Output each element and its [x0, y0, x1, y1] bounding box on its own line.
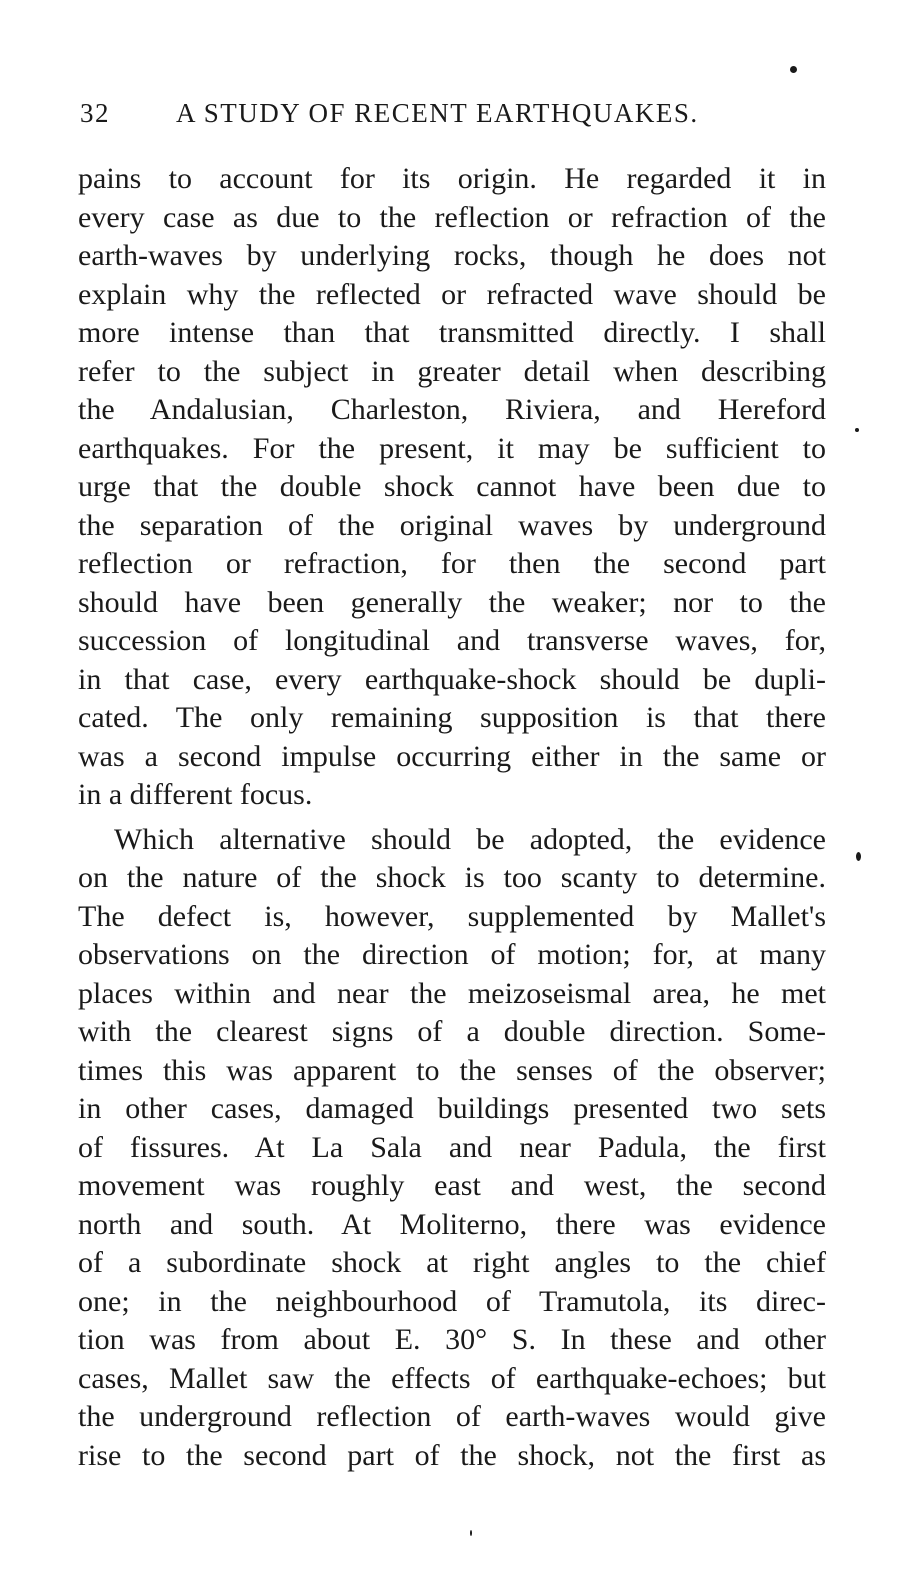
text-line: Which alternative should be adopted, the evidence	[114, 822, 826, 856]
text-line: the Andalusian, Charleston, Riviera, and Hereford	[78, 393, 826, 426]
text-line: refer to the subject in greater detail when describing	[78, 354, 826, 388]
text-line: movement was roughly east and west, the second	[78, 1169, 826, 1202]
text-line: more intense than that transmitted directly. I shall	[78, 316, 826, 349]
text-line: tion was from about E. 30° S. In these and other	[78, 1323, 826, 1356]
text-line: the underground reflection of earth-waves would give	[78, 1400, 826, 1433]
text-line: cated. The only remaining supposition is that there	[78, 701, 826, 734]
text-line: The defect is, however, supplemented by Mallet's	[78, 899, 826, 933]
text-line: with the clearest signs of a double direction. Some-	[78, 1015, 826, 1048]
running-title: A STUDY OF RECENT EARTHQUAKES.	[176, 98, 699, 128]
text-line: earth-waves by underlying rocks, though he does not	[78, 239, 826, 272]
text-line: the separation of the original waves by underground	[78, 508, 826, 542]
page-number: 32	[80, 98, 110, 128]
text-line: earthquakes. For the present, it may be sufficient to	[78, 431, 826, 465]
text-line: times this was apparent to the senses of the observer;	[78, 1053, 826, 1087]
text-line: should have been generally the weaker; nor to the	[78, 585, 826, 619]
print-speck	[856, 852, 861, 861]
text-line: of fissures. At La Sala and near Padula, the first	[78, 1130, 826, 1164]
paragraph	[78, 821, 826, 1476]
text-line: cases, Mallet saw the effects of earthquake-echoes; but	[78, 1361, 826, 1395]
text-line: of a subordinate shock at right angles to the chief	[78, 1246, 826, 1279]
body-text	[78, 160, 826, 1475]
text-line: on the nature of the shock is too scanty to determine.	[78, 861, 826, 894]
text-line: observations on the direction of motion; for, at many	[78, 938, 826, 971]
text-line: in that case, every earthquake-shock should be dupli-	[78, 662, 826, 696]
text-line: every case as due to the reflection or refraction of the	[78, 200, 826, 234]
paragraph	[78, 160, 826, 815]
print-speck	[470, 1530, 472, 1536]
text-line: pains to account for its origin. He regarded it in	[78, 162, 826, 195]
text-line: in a different focus.	[78, 778, 313, 811]
print-speck	[855, 428, 859, 432]
text-line: explain why the reflected or refracted wave should be	[78, 277, 826, 311]
text-line: reflection or refraction, for then the second part	[78, 547, 826, 580]
text-line: rise to the second part of the shock, not the first as	[78, 1438, 826, 1472]
text-line: in other cases, damaged buildings presented two sets	[78, 1092, 826, 1125]
running-head	[80, 98, 740, 138]
print-speck	[790, 66, 797, 73]
text-line: places within and near the meizoseismal area, he met	[78, 976, 826, 1010]
text-line: succession of longitudinal and transverse waves, for,	[78, 624, 826, 657]
text-line: urge that the double shock cannot have been due to	[78, 470, 826, 503]
text-line: was a second impulse occurring either in the same or	[78, 739, 826, 773]
text-line: one; in the neighbourhood of Tramutola, its direc-	[78, 1284, 826, 1318]
text-line: north and south. At Moliterno, there was evidence	[78, 1207, 826, 1241]
